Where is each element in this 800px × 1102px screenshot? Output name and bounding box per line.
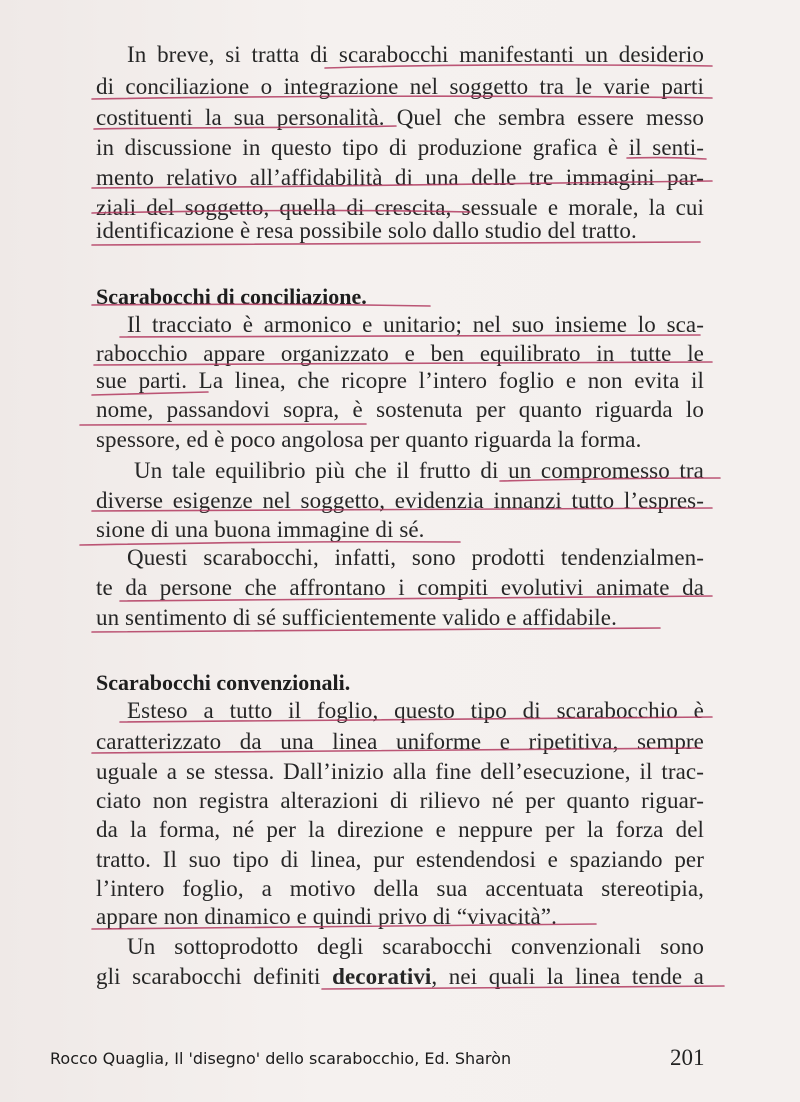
underline-mark [94, 362, 712, 365]
underline-mark [92, 242, 700, 245]
text-line: rabocchio appare organizzato e ben equilibrato in tutte le [96, 341, 704, 366]
underline-mark [80, 424, 366, 425]
underline-mark [120, 335, 700, 337]
underline-mark [120, 596, 712, 601]
source-caption: Rocco Quaglia, Il 'disegno' dello scarabocchio, Ed. Sharòn [50, 1049, 512, 1068]
text-line: spessore, ed è poco angolosa per quanto riguarda la forma. [96, 427, 642, 452]
underline-mark [92, 304, 430, 306]
text-line: tratto. Il suo tipo di linea, pur estendendosi e spaziando per [96, 847, 704, 872]
page-number: 201 [670, 1045, 705, 1070]
text-line: ziali del soggetto, quella di crescita, sessuale e morale, la cui [96, 195, 704, 220]
underline-mark [92, 628, 660, 632]
text-line: diverse esigenze nel soggetto, evidenzia innanzi tutto l’espres- [96, 488, 704, 513]
text-fragment: , nei quali la linea tende a [431, 964, 704, 989]
text-line: Esteso a tutto il foglio, questo tipo di scarabocchio è [127, 698, 704, 723]
text-line: uguale a se stessa. Dall’inizio alla fine dell’esecuzione, il trac- [96, 759, 704, 784]
text-line: identificazione è resa possibile solo dallo studio del tratto. [96, 218, 637, 243]
text-line: da la forma, né per la direzione e neppure per la forza del [96, 817, 704, 842]
underline-mark [80, 542, 460, 545]
text-line: costituenti la sua personalità. Quel che sembra essere messo [96, 105, 704, 130]
underline-mark [325, 65, 712, 68]
underline-mark [120, 717, 712, 722]
underline-mark [94, 126, 396, 129]
text-line: mento relativo all’affidabilità di una delle tre immagini par- [96, 165, 704, 190]
text-line: sione di una buona immagine di sé. [96, 517, 425, 542]
text-line: Il tracciato è armonico e unitario; nel suo insieme lo sca- [127, 312, 704, 337]
text-line: Un sottoprodotto degli scarabocchi convenzionali sono [127, 934, 704, 959]
text-line: un sentimento di sé sufficientemente valido e affidabile. [96, 605, 617, 630]
underline-mark [92, 748, 700, 753]
text-fragment: gli scarabocchi definiti [96, 964, 333, 989]
text-line: caratterizzato da una linea uniforme e ripetitiva, sempre [96, 729, 704, 754]
text-line: appare non dinamico e quindi privo di “vivacità”. [96, 904, 557, 929]
text-line: l’intero foglio, a motivo della sua accentuata stereotipia, [96, 876, 704, 901]
underline-mark [92, 96, 712, 99]
underline-mark [92, 181, 712, 188]
text-line: di conciliazione o integrazione nel soggetto tra le varie parti [96, 74, 704, 99]
underline-mark [92, 210, 470, 213]
text-line: nome, passandovi sopra, è sostenuta per quanto riguarda lo [96, 397, 704, 422]
text-line: sue parti. La linea, che ricopre l’intero foglio e non evita il [96, 368, 704, 393]
section-heading: Scarabocchi di conciliazione. [96, 284, 367, 309]
underline-mark [500, 478, 720, 481]
underline-mark [92, 924, 596, 929]
text-line: in discussione in questo tipo di produzione grafica è il senti- [96, 135, 704, 160]
text-line: Questi scarabocchi, infatti, sono prodotti tendenzialmen- [127, 545, 704, 570]
text-line: Un tale equilibrio più che il frutto di un compromesso tra [134, 458, 704, 483]
text-line: te da persone che affrontano i compiti evolutivi animate da [96, 575, 704, 600]
bold-term: decorativi [332, 964, 432, 989]
underline-mark [92, 392, 208, 395]
underline-mark [322, 986, 724, 989]
section-heading: Scarabocchi convenzionali. [96, 670, 351, 695]
underline-mark [627, 158, 706, 159]
text-line: In breve, si tratta di scarabocchi manifestanti un desiderio [127, 42, 704, 67]
text-line: ciato non registra alterazioni di rilievo né per quanto riguar- [96, 788, 704, 813]
underline-mark [92, 508, 712, 511]
